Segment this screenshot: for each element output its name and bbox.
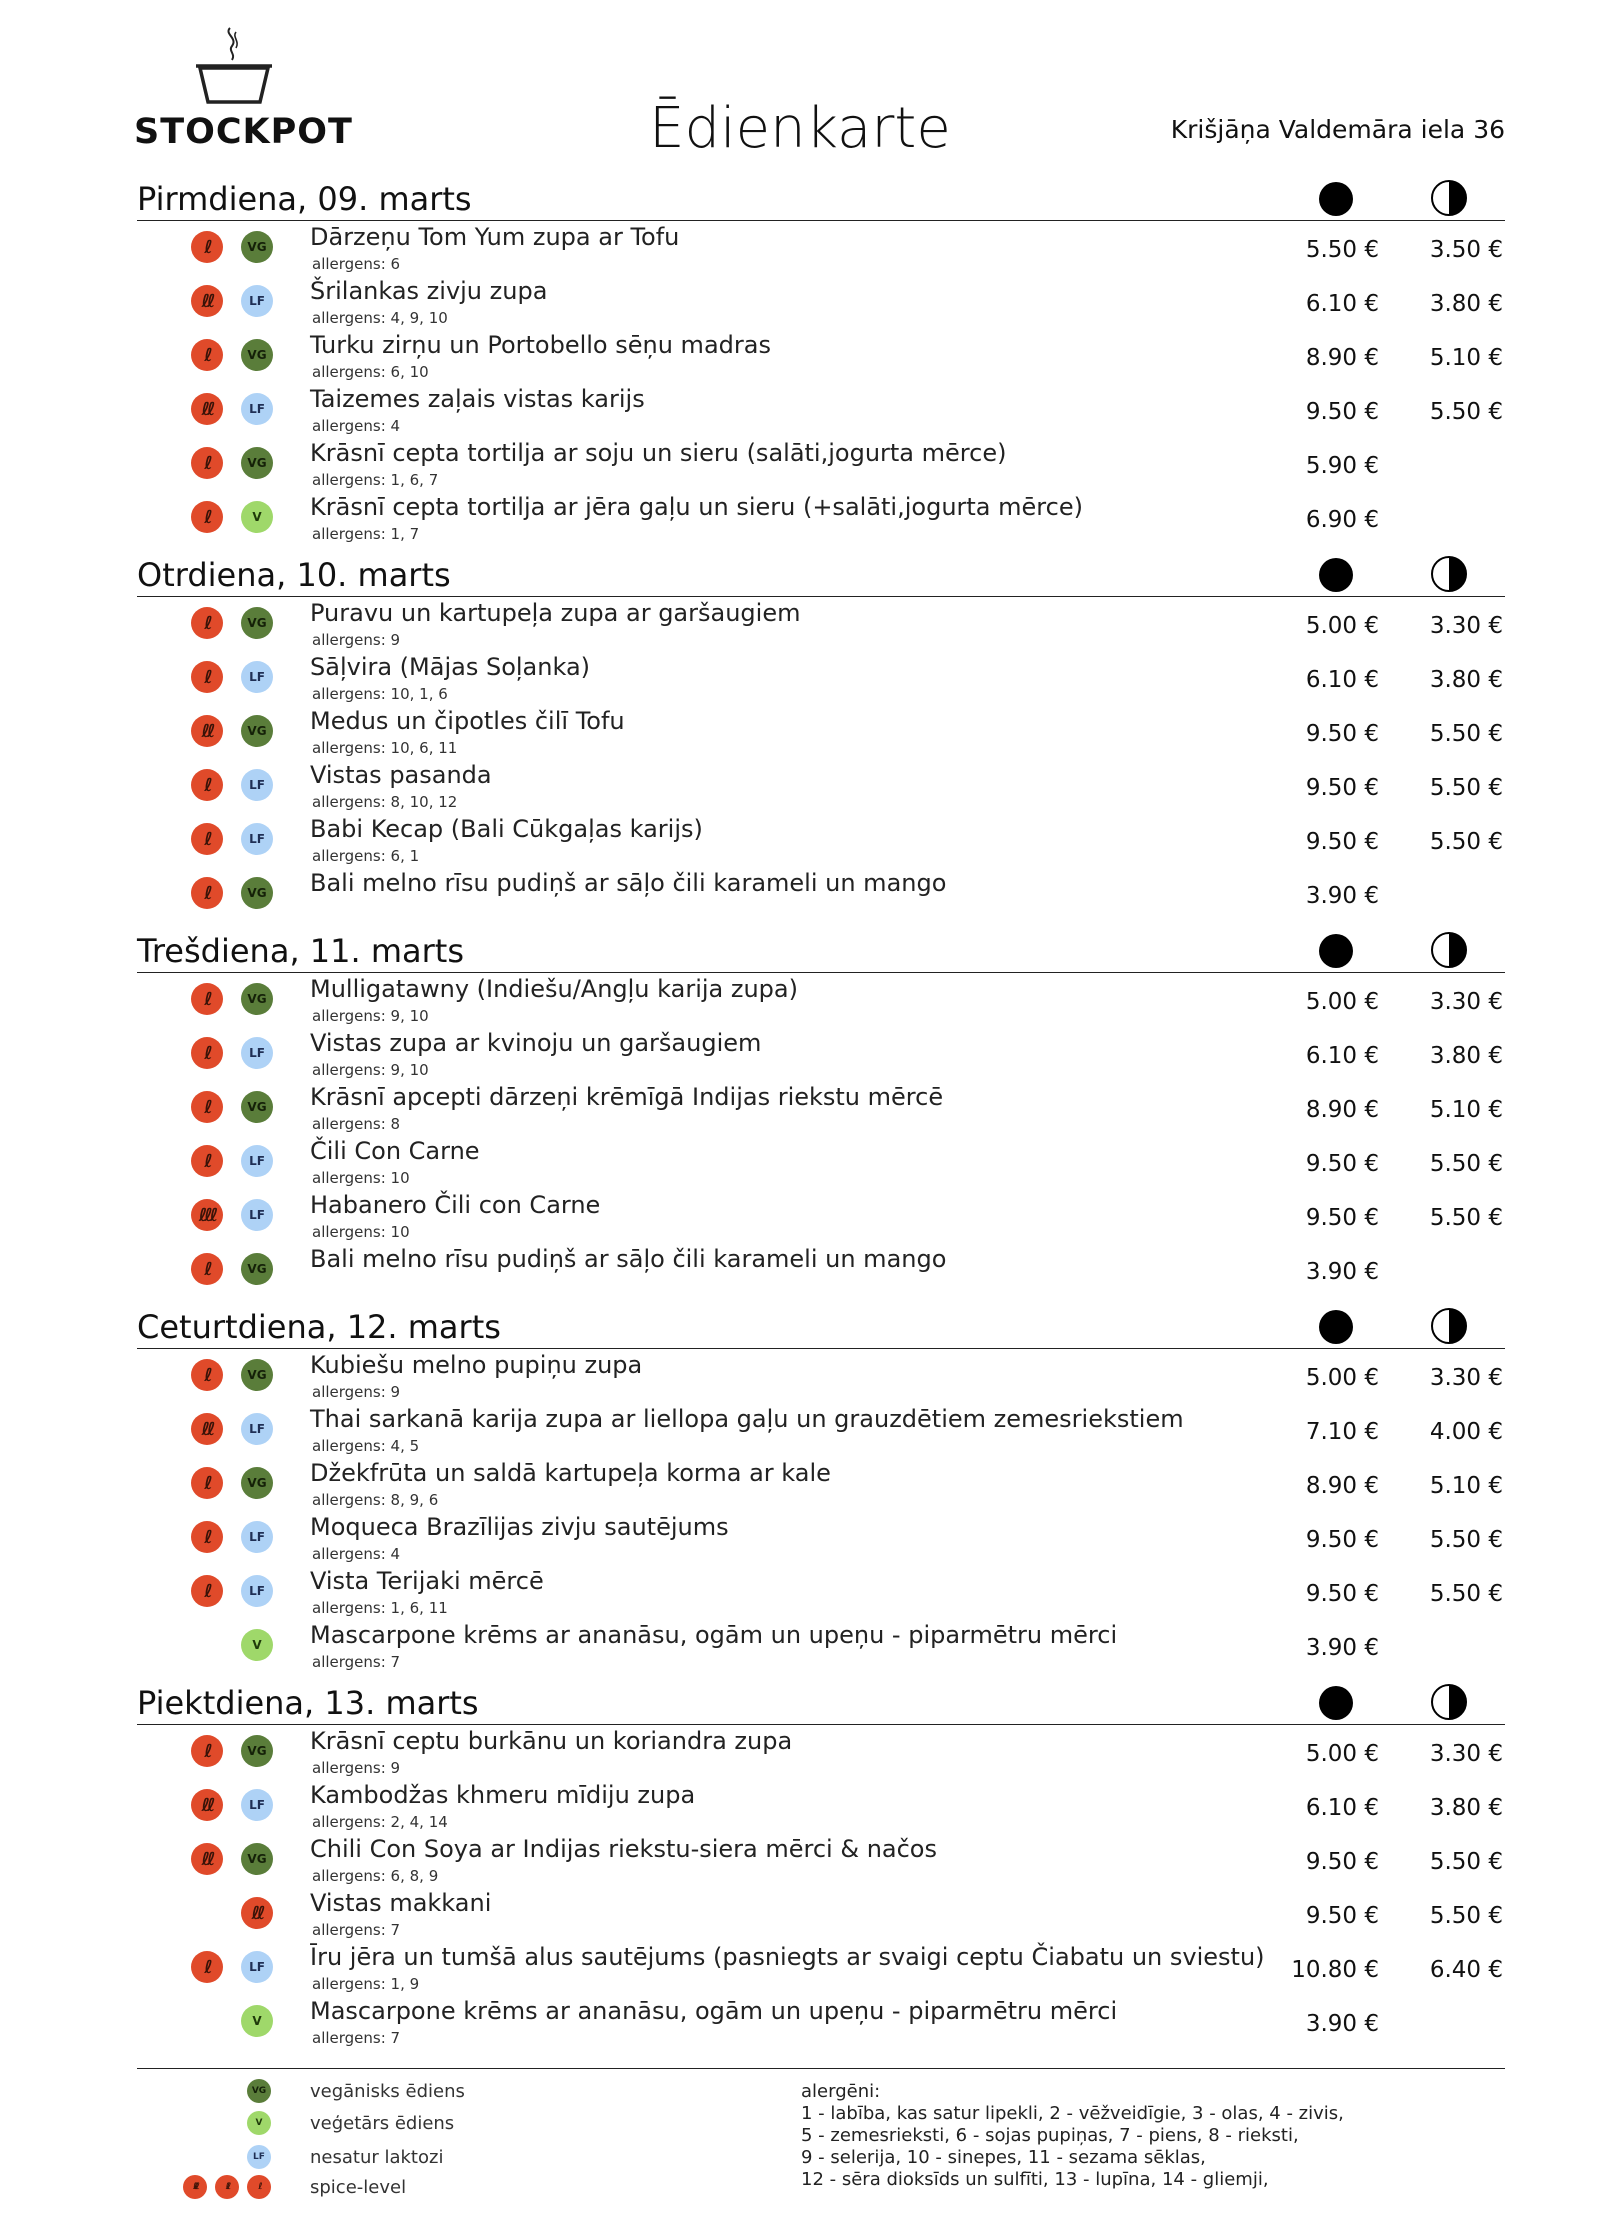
vegan-badge: VG xyxy=(241,1735,273,1767)
dish-allergens: allergens: 4, 9, 10 xyxy=(312,309,448,327)
lactose-free-badge: LF xyxy=(241,1037,273,1069)
dish-allergens: allergens: 1, 9 xyxy=(312,1975,420,1993)
pot-icon xyxy=(194,24,274,108)
dish-name: Mulligatawny (Indiešu/Angļu karija zupa) xyxy=(310,975,798,1003)
menu-item xyxy=(137,275,1505,329)
dish-allergens: allergens: 1, 7 xyxy=(312,525,420,543)
menu-item xyxy=(137,813,1505,867)
menu-item xyxy=(137,973,1505,1027)
vegan-badge: VG xyxy=(241,877,273,909)
price-half: 5.50 € xyxy=(1429,829,1503,855)
day-header xyxy=(137,180,1505,221)
vegetarian-badge: V xyxy=(241,1629,273,1661)
price-full: 3.90 € xyxy=(1305,1635,1379,1661)
price-half: 3.80 € xyxy=(1429,1043,1503,1069)
vegan-badge: VG xyxy=(247,2079,271,2103)
dish-name: Vistas makkani xyxy=(310,1889,492,1917)
dish-name: Krāsnī cepta tortilja ar soju un sieru (salāti,jogurta mērce) xyxy=(310,439,1007,467)
allergen-key-line: 9 - selerija, 10 - sinepes, 11 - sezama sēklas, xyxy=(801,2147,1206,2168)
price-half: 3.30 € xyxy=(1429,613,1503,639)
dish-name: Vistas pasanda xyxy=(310,761,492,789)
lactose-free-badge: LF xyxy=(241,1951,273,1983)
menu-item xyxy=(137,1779,1505,1833)
chili-icon: ℓ xyxy=(191,1359,223,1391)
lactose-free-badge: LF xyxy=(241,285,273,317)
menu-item xyxy=(137,383,1505,437)
dish-allergens: allergens: 4 xyxy=(312,1545,401,1563)
vegan-badge: VG xyxy=(241,983,273,1015)
price-full: 9.50 € xyxy=(1305,399,1379,425)
legend-lactose-free xyxy=(137,2141,657,2171)
menu-item xyxy=(137,1619,1505,1673)
price-half: 3.80 € xyxy=(1429,1795,1503,1821)
dish-name: Bali melno rīsu pudiņš ar sāļo čili karameli un mango xyxy=(310,1245,947,1273)
price-full: 9.50 € xyxy=(1305,1903,1379,1929)
lactose-free-badge: LF xyxy=(247,2145,271,2169)
dish-name: Džekfrūta un saldā kartupeļa korma ar kale xyxy=(310,1459,831,1487)
price-full: 6.10 € xyxy=(1305,667,1379,693)
chili-icon: ℓ xyxy=(191,1521,223,1553)
day-section xyxy=(137,932,1505,1297)
menu-item xyxy=(137,1725,1505,1779)
chili-icon: ℓℓ xyxy=(191,1413,223,1445)
dish-allergens: allergens: 4 xyxy=(312,417,401,435)
price-half: 5.50 € xyxy=(1429,775,1503,801)
price-half: 5.50 € xyxy=(1429,721,1503,747)
price-full: 5.00 € xyxy=(1305,1365,1379,1391)
legend-lactose-free-label: nesatur laktozi xyxy=(310,2147,444,2168)
vegan-badge: VG xyxy=(241,1467,273,1499)
dish-name: Chili Con Soya ar Indijas riekstu-siera mērci & načos xyxy=(310,1835,937,1863)
dish-name: Babi Kecap (Bali Cūkgaļas karijs) xyxy=(310,815,703,843)
chili-icon: ℓℓ xyxy=(215,2175,239,2199)
price-full: 9.50 € xyxy=(1305,1151,1379,1177)
menu-item xyxy=(137,1081,1505,1135)
chili-icon: ℓ xyxy=(247,2175,271,2199)
price-half: 6.40 € xyxy=(1429,1957,1503,1983)
chili-icon: ℓ xyxy=(191,1145,223,1177)
allergen-key-line: 1 - labība, kas satur lipekli, 2 - vēžveidīgie, 3 - olas, 4 - zivis, xyxy=(801,2103,1344,2124)
allergen-key-line: 12 - sēra dioksīds un sulfīti, 13 - lupīna, 14 - gliemji, xyxy=(801,2169,1269,2190)
price-half: 4.00 € xyxy=(1429,1419,1503,1445)
dish-allergens: allergens: 7 xyxy=(312,2029,401,2047)
menu-item xyxy=(137,867,1505,921)
dish-allergens: allergens: 10 xyxy=(312,1223,410,1241)
price-full: 6.10 € xyxy=(1305,1795,1379,1821)
dish-allergens: allergens: 6, 1 xyxy=(312,847,420,865)
day-header xyxy=(137,1308,1505,1349)
dish-allergens: allergens: 6 xyxy=(312,255,401,273)
dish-name: Krāsnī cepta tortilja ar jēra gaļu un sieru (+salāti,jogurta mērce) xyxy=(310,493,1083,521)
vegan-badge: VG xyxy=(241,1359,273,1391)
dish-allergens: allergens: 8 xyxy=(312,1115,401,1133)
dish-name: Medus un čipotles čilī Tofu xyxy=(310,707,625,735)
price-full: 9.50 € xyxy=(1305,1581,1379,1607)
menu-item xyxy=(137,597,1505,651)
dish-allergens: allergens: 1, 6, 11 xyxy=(312,1599,448,1617)
chili-icon: ℓℓ xyxy=(191,1789,223,1821)
chili-icon: ℓ xyxy=(191,1091,223,1123)
chili-icon: ℓ xyxy=(191,877,223,909)
price-full: 5.90 € xyxy=(1305,453,1379,479)
vegan-badge: VG xyxy=(241,1253,273,1285)
dish-allergens: allergens: 6, 8, 9 xyxy=(312,1867,439,1885)
dish-allergens: allergens: 10, 1, 6 xyxy=(312,685,448,703)
vegetarian-badge: V xyxy=(241,2005,273,2037)
allergen-key xyxy=(801,2081,1344,2191)
chili-icon: ℓℓ xyxy=(191,393,223,425)
dish-name: Īru jēra un tumšā alus sautējums (pasniegts ar svaigi ceptu Čiabatu un sviestu) xyxy=(310,1943,1265,1971)
legend-vegan xyxy=(137,2075,657,2105)
menu-item xyxy=(137,1349,1505,1403)
dish-allergens: allergens: 9, 10 xyxy=(312,1061,429,1079)
dish-name: Sāļvira (Mājas Soļanka) xyxy=(310,653,591,681)
restaurant-address: Krišjāņa Valdemāra iela 36 xyxy=(1170,115,1505,144)
lactose-free-badge: LF xyxy=(241,661,273,693)
menu-item xyxy=(137,1457,1505,1511)
full-portion-icon xyxy=(1319,1310,1353,1344)
vegan-badge: VG xyxy=(241,447,273,479)
chili-icon: ℓ xyxy=(191,339,223,371)
dish-name: Krāsnī ceptu burkānu un koriandra zupa xyxy=(310,1727,793,1755)
price-half: 3.80 € xyxy=(1429,667,1503,693)
price-half: 5.50 € xyxy=(1429,1581,1503,1607)
menu-item xyxy=(137,759,1505,813)
dish-allergens: allergens: 9 xyxy=(312,1383,401,1401)
menu-item xyxy=(137,1027,1505,1081)
dish-allergens: allergens: 1, 6, 7 xyxy=(312,471,439,489)
chili-icon: ℓ xyxy=(191,447,223,479)
day-section xyxy=(137,1684,1505,2049)
legend-vegetarian-label: veģetārs ēdiens xyxy=(310,2113,455,2134)
dish-allergens: allergens: 9, 10 xyxy=(312,1007,429,1025)
dish-name: Puravu un kartupeļa zupa ar garšaugiem xyxy=(310,599,801,627)
lactose-free-badge: LF xyxy=(241,1521,273,1553)
price-half: 5.10 € xyxy=(1429,1097,1503,1123)
legend-spice-label: spice-level xyxy=(310,2177,407,2198)
legend-spice xyxy=(137,2171,657,2201)
dish-name: Mascarpone krēms ar ananāsu, ogām un upeņu - piparmētru mērci xyxy=(310,1997,1118,2025)
price-half: 5.10 € xyxy=(1429,1473,1503,1499)
chili-icon: ℓ xyxy=(191,1951,223,1983)
menu-item xyxy=(137,705,1505,759)
chili-icon: ℓℓ xyxy=(191,715,223,747)
price-full: 8.90 € xyxy=(1305,1473,1379,1499)
half-portion-icon xyxy=(1431,180,1467,216)
dish-name: Moqueca Brazīlijas zivju sautējums xyxy=(310,1513,729,1541)
menu-item xyxy=(137,1941,1505,1995)
price-full: 5.00 € xyxy=(1305,989,1379,1015)
price-full: 6.90 € xyxy=(1305,507,1379,533)
day-header xyxy=(137,556,1505,597)
day-header xyxy=(137,1684,1505,1725)
chili-icon: ℓ xyxy=(191,823,223,855)
allergen-key-line: 5 - zemesrieksti, 6 - sojas pupiņas, 7 - piens, 8 - rieksti, xyxy=(801,2125,1299,2146)
vegetarian-badge: V xyxy=(247,2111,271,2135)
dish-name: Vista Terijaki mērcē xyxy=(310,1567,544,1595)
dish-allergens: allergens: 9 xyxy=(312,631,401,649)
price-full: 8.90 € xyxy=(1305,1097,1379,1123)
price-half: 5.50 € xyxy=(1429,399,1503,425)
dish-name: Šrilankas zivju zupa xyxy=(310,277,548,305)
chili-icon: ℓℓℓ xyxy=(183,2175,207,2199)
dish-name: Thai sarkanā karija zupa ar liellopa gaļu un grauzdētiem zemesriekstiem xyxy=(310,1405,1184,1433)
vegan-badge: VG xyxy=(241,1843,273,1875)
chili-icon: ℓℓℓ xyxy=(191,1199,223,1231)
day-section xyxy=(137,556,1505,921)
menu-item xyxy=(137,491,1505,545)
price-full: 9.50 € xyxy=(1305,775,1379,801)
price-half: 5.50 € xyxy=(1429,1527,1503,1553)
price-half: 5.10 € xyxy=(1429,345,1503,371)
day-title: Otrdiena, 10. marts xyxy=(137,556,451,594)
price-half: 3.30 € xyxy=(1429,1365,1503,1391)
vegetarian-badge: V xyxy=(241,501,273,533)
menu-item xyxy=(137,1189,1505,1243)
price-full: 5.00 € xyxy=(1305,613,1379,639)
menu-item xyxy=(137,1833,1505,1887)
menu-item xyxy=(137,1243,1505,1297)
full-portion-icon xyxy=(1319,1686,1353,1720)
legend-footer xyxy=(137,2068,1505,2198)
dish-allergens: allergens: 4, 5 xyxy=(312,1437,420,1455)
menu-item xyxy=(137,651,1505,705)
lactose-free-badge: LF xyxy=(241,769,273,801)
dish-name: Vistas zupa ar kvinoju un garšaugiem xyxy=(310,1029,762,1057)
dish-allergens: allergens: 9 xyxy=(312,1759,401,1777)
lactose-free-badge: LF xyxy=(241,823,273,855)
lactose-free-badge: LF xyxy=(241,1789,273,1821)
price-full: 9.50 € xyxy=(1305,1849,1379,1875)
chili-icon: ℓ xyxy=(191,1467,223,1499)
dish-allergens: allergens: 7 xyxy=(312,1653,401,1671)
stockpot-logo xyxy=(134,24,354,154)
day-header xyxy=(137,932,1505,973)
price-full: 9.50 € xyxy=(1305,1527,1379,1553)
price-half: 5.50 € xyxy=(1429,1903,1503,1929)
legend-vegetarian xyxy=(137,2107,657,2137)
chili-icon: ℓ xyxy=(191,661,223,693)
menu-item xyxy=(137,1565,1505,1619)
day-title: Pirmdiena, 09. marts xyxy=(137,180,472,218)
day-section xyxy=(137,1308,1505,1673)
day-title: Piektdiena, 13. marts xyxy=(137,1684,479,1722)
dish-name: Taizemes zaļais vistas karijs xyxy=(310,385,645,413)
dish-allergens: allergens: 8, 10, 12 xyxy=(312,793,458,811)
menu-item xyxy=(137,1995,1505,2049)
price-full: 3.90 € xyxy=(1305,1259,1379,1285)
price-half: 3.80 € xyxy=(1429,291,1503,317)
dish-name: Bali melno rīsu pudiņš ar sāļo čili karameli un mango xyxy=(310,869,947,897)
dish-name: Habanero Čili con Carne xyxy=(310,1191,601,1219)
chili-icon: ℓ xyxy=(191,1735,223,1767)
lactose-free-badge: LF xyxy=(241,1145,273,1177)
dish-name: Turku zirņu un Portobello sēņu madras xyxy=(310,331,771,359)
price-full: 6.10 € xyxy=(1305,1043,1379,1069)
menu-item xyxy=(137,221,1505,275)
dish-allergens: allergens: 10, 6, 11 xyxy=(312,739,458,757)
vegan-badge: VG xyxy=(241,231,273,263)
vegan-badge: VG xyxy=(241,715,273,747)
price-full: 7.10 € xyxy=(1305,1419,1379,1445)
dish-name: Kambodžas khmeru mīdiju zupa xyxy=(310,1781,696,1809)
dish-name: Kubiešu melno pupiņu zupa xyxy=(310,1351,643,1379)
lactose-free-badge: LF xyxy=(241,393,273,425)
price-half: 5.50 € xyxy=(1429,1849,1503,1875)
dish-name: Krāsnī apcepti dārzeņi krēmīgā Indijas riekstu mērcē xyxy=(310,1083,944,1111)
half-portion-icon xyxy=(1431,1684,1467,1720)
price-half: 5.50 € xyxy=(1429,1205,1503,1231)
dish-name: Dārzeņu Tom Yum zupa ar Tofu xyxy=(310,223,680,251)
half-portion-icon xyxy=(1431,932,1467,968)
menu-item xyxy=(137,1135,1505,1189)
logo-text: STOCKPOT xyxy=(134,112,353,152)
chili-icon: ℓℓ xyxy=(191,285,223,317)
full-portion-icon xyxy=(1319,558,1353,592)
chili-icon: ℓ xyxy=(191,1037,223,1069)
price-full: 3.90 € xyxy=(1305,2011,1379,2037)
dish-allergens: allergens: 8, 9, 6 xyxy=(312,1491,439,1509)
menu-item xyxy=(137,1511,1505,1565)
dish-name: Čili Con Carne xyxy=(310,1137,480,1165)
page-title: Ēdienkarte xyxy=(649,96,951,161)
price-full: 8.90 € xyxy=(1305,345,1379,371)
day-title: Ceturtdiena, 12. marts xyxy=(137,1308,501,1346)
lactose-free-badge: LF xyxy=(241,1413,273,1445)
lactose-free-badge: LF xyxy=(241,1199,273,1231)
full-portion-icon xyxy=(1319,182,1353,216)
legend-vegan-label: vegānisks ēdiens xyxy=(310,2081,465,2102)
chili-icon: ℓ xyxy=(191,501,223,533)
price-full: 9.50 € xyxy=(1305,721,1379,747)
price-half: 3.50 € xyxy=(1429,237,1503,263)
menu-item xyxy=(137,1887,1505,1941)
chili-icon: ℓ xyxy=(191,1575,223,1607)
menu-item xyxy=(137,1403,1505,1457)
dish-allergens: allergens: 7 xyxy=(312,1921,401,1939)
dish-allergens: allergens: 10 xyxy=(312,1169,410,1187)
half-portion-icon xyxy=(1431,556,1467,592)
dish-allergens: allergens: 6, 10 xyxy=(312,363,429,381)
chili-icon: ℓ xyxy=(191,231,223,263)
half-portion-icon xyxy=(1431,1308,1467,1344)
vegan-badge: VG xyxy=(241,1091,273,1123)
dish-allergens: allergens: 2, 4, 14 xyxy=(312,1813,448,1831)
vegan-badge: VG xyxy=(241,339,273,371)
price-half: 3.30 € xyxy=(1429,989,1503,1015)
chili-icon: ℓ xyxy=(191,607,223,639)
price-half: 3.30 € xyxy=(1429,1741,1503,1767)
dish-name: Mascarpone krēms ar ananāsu, ogām un upeņu - piparmētru mērci xyxy=(310,1621,1118,1649)
chili-icon: ℓ xyxy=(191,1253,223,1285)
price-full: 5.50 € xyxy=(1305,237,1379,263)
chili-icon: ℓℓ xyxy=(241,1897,273,1929)
menu-item xyxy=(137,437,1505,491)
price-full: 9.50 € xyxy=(1305,829,1379,855)
chili-icon: ℓℓ xyxy=(191,1843,223,1875)
day-section xyxy=(137,180,1505,545)
price-full: 3.90 € xyxy=(1305,883,1379,909)
chili-icon: ℓ xyxy=(191,983,223,1015)
vegan-badge: VG xyxy=(241,607,273,639)
price-full: 6.10 € xyxy=(1305,291,1379,317)
price-full: 10.80 € xyxy=(1291,1957,1379,1983)
price-full: 9.50 € xyxy=(1305,1205,1379,1231)
price-half: 5.50 € xyxy=(1429,1151,1503,1177)
price-full: 5.00 € xyxy=(1305,1741,1379,1767)
lactose-free-badge: LF xyxy=(241,1575,273,1607)
chili-icon: ℓ xyxy=(191,769,223,801)
menu-item xyxy=(137,329,1505,383)
full-portion-icon xyxy=(1319,934,1353,968)
day-title: Trešdiena, 11. marts xyxy=(137,932,464,970)
allergen-key-title: alergēni: xyxy=(801,2081,881,2102)
